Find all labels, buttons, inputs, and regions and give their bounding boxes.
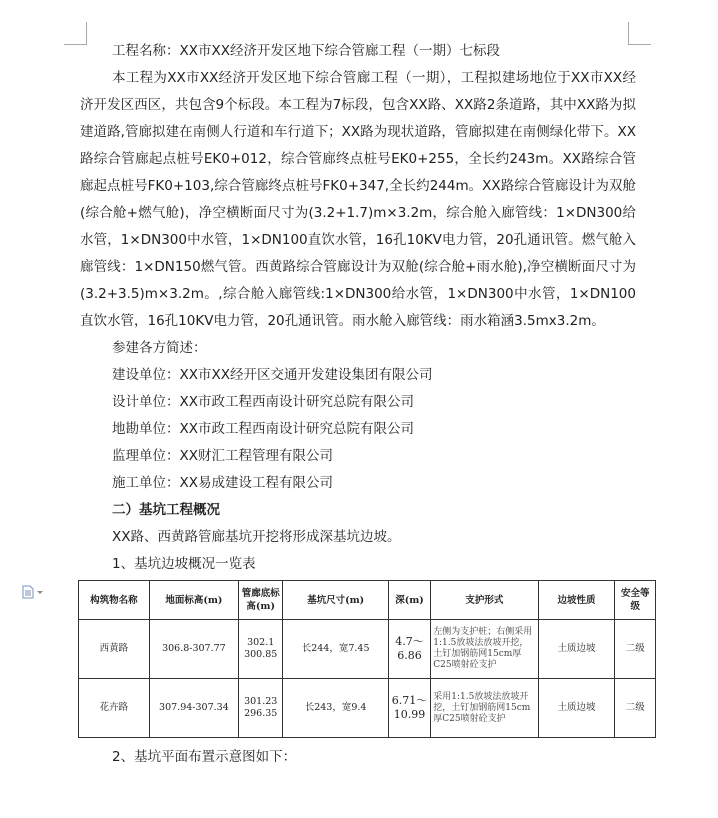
table-title: 1、基坑边坡概况一览表 (112, 556, 256, 572)
table-cell: 花卉路 (79, 679, 150, 738)
table-header: 边坡性质 (538, 581, 615, 620)
table-cell: 长243，宽9.4 (283, 679, 388, 738)
parties-heading: 参建各方简述： (112, 340, 207, 356)
table-header: 管廊底标高(m) (238, 581, 283, 620)
project-intro: 本工程为XX市XX经济开发区地下综合管廊工程（一期），工程拟建场地位于XX市XX经济开发区西区，共包含9个标段。本工程为7标段，包含XX路、XX路2条道路，其中XX路为拟建道路,管廊拟建在南侧人行道和车行道下；XX路为现状道路，管廊拟建在南侧绿化带下。XX路综合管廊起点桩号EK0+012，综合管廊终点桩号EK0+255，全长约243m。XX路综合管廊起点桩号FK0+103,综合管廊终点桩号FK0+347,全长约244m。XX路综合管廊设计为双舱(综合舱+燃气舱)，净空横断面尺寸为(3.2+1.7)m×3.2m，综合舱入廊管线：1×DN300给水管，1×DN300中水管，1×DN100直饮水管，16孔10KV电力管，20孔通讯管。燃气舱入廊管线：1×DN150燃气管。西黄路综合管廊设计为双舱(综合舱+雨水舱),净空横断面尺寸为(3.2+3.5)m×3.2m。,综合舱入廊管线:1×DN300给水管，1×DN300中水管，1×DN100直饮水管，16孔10KV电力管，20孔通讯管。雨水舱入廊管线：雨水箱涵3.5mx3.2m。 (80, 70, 636, 329)
section2-text: XX路、西黄路管廊基坑开挖将形成深基坑边坡。 (112, 529, 401, 545)
table-header: 基坑尺寸(m) (283, 581, 388, 620)
table-header: 深(m) (388, 581, 431, 620)
table-cell: 二级 (615, 620, 656, 679)
table-cell: 6.71～10.99 (388, 679, 431, 738)
table-cell: 302.1 300.85 (238, 620, 283, 679)
section3-text: 2、基坑平面布置示意图如下： (112, 749, 297, 765)
table-cell: 左侧为支护桩；右侧采用1:1.5放坡法放坡开挖，土钉加钢筋网15cm厚C25喷射砼支护 (431, 620, 538, 679)
table-header: 构筑物名称 (79, 581, 150, 620)
party-construction: 建设单位：XX市XX经开区交通开发建设集团有限公司 (112, 367, 433, 383)
table-cell: 西黄路 (79, 620, 150, 679)
table-header: 地面标高(m) (149, 581, 238, 620)
table-header: 安全等级 (615, 581, 656, 620)
party-design: 设计单位：XX市政工程西南设计研究总院有限公司 (112, 394, 414, 410)
party-survey: 地勘单位：XX市政工程西南设计研究总院有限公司 (112, 421, 414, 437)
table-cell: 306.8-307.77 (149, 620, 238, 679)
party-supervision: 监理单位：XX财汇工程管理有限公司 (112, 448, 333, 464)
table-cell: 307.94-307.34 (149, 679, 238, 738)
party-contractor: 施工单位：XX易成建设工程有限公司 (112, 475, 333, 491)
table-header: 支护形式 (431, 581, 538, 620)
section2-title: 二）基坑工程概况 (112, 502, 220, 518)
table-row (79, 620, 656, 679)
table-header-row (79, 581, 656, 620)
document-icon[interactable] (22, 584, 46, 598)
project-name: 工程名称：XX市XX经济开发区地下综合管廊工程（一期）七标段 (112, 43, 500, 59)
excavation-table (78, 580, 656, 738)
table-cell: 二级 (615, 679, 656, 738)
table-cell: 土质边坡 (538, 679, 615, 738)
document-page (80, 38, 650, 771)
table-cell: 301.23 296.35 (238, 679, 283, 738)
table-cell: 4.7～6.86 (388, 620, 431, 679)
table-cell: 采用1:1.5放坡法放坡开挖，土钉加钢筋网15cm厚C25喷射砼支护 (431, 679, 538, 738)
table-cell: 土质边坡 (538, 620, 615, 679)
table-cell: 长244，宽7.45 (283, 620, 388, 679)
table-row (79, 679, 656, 738)
